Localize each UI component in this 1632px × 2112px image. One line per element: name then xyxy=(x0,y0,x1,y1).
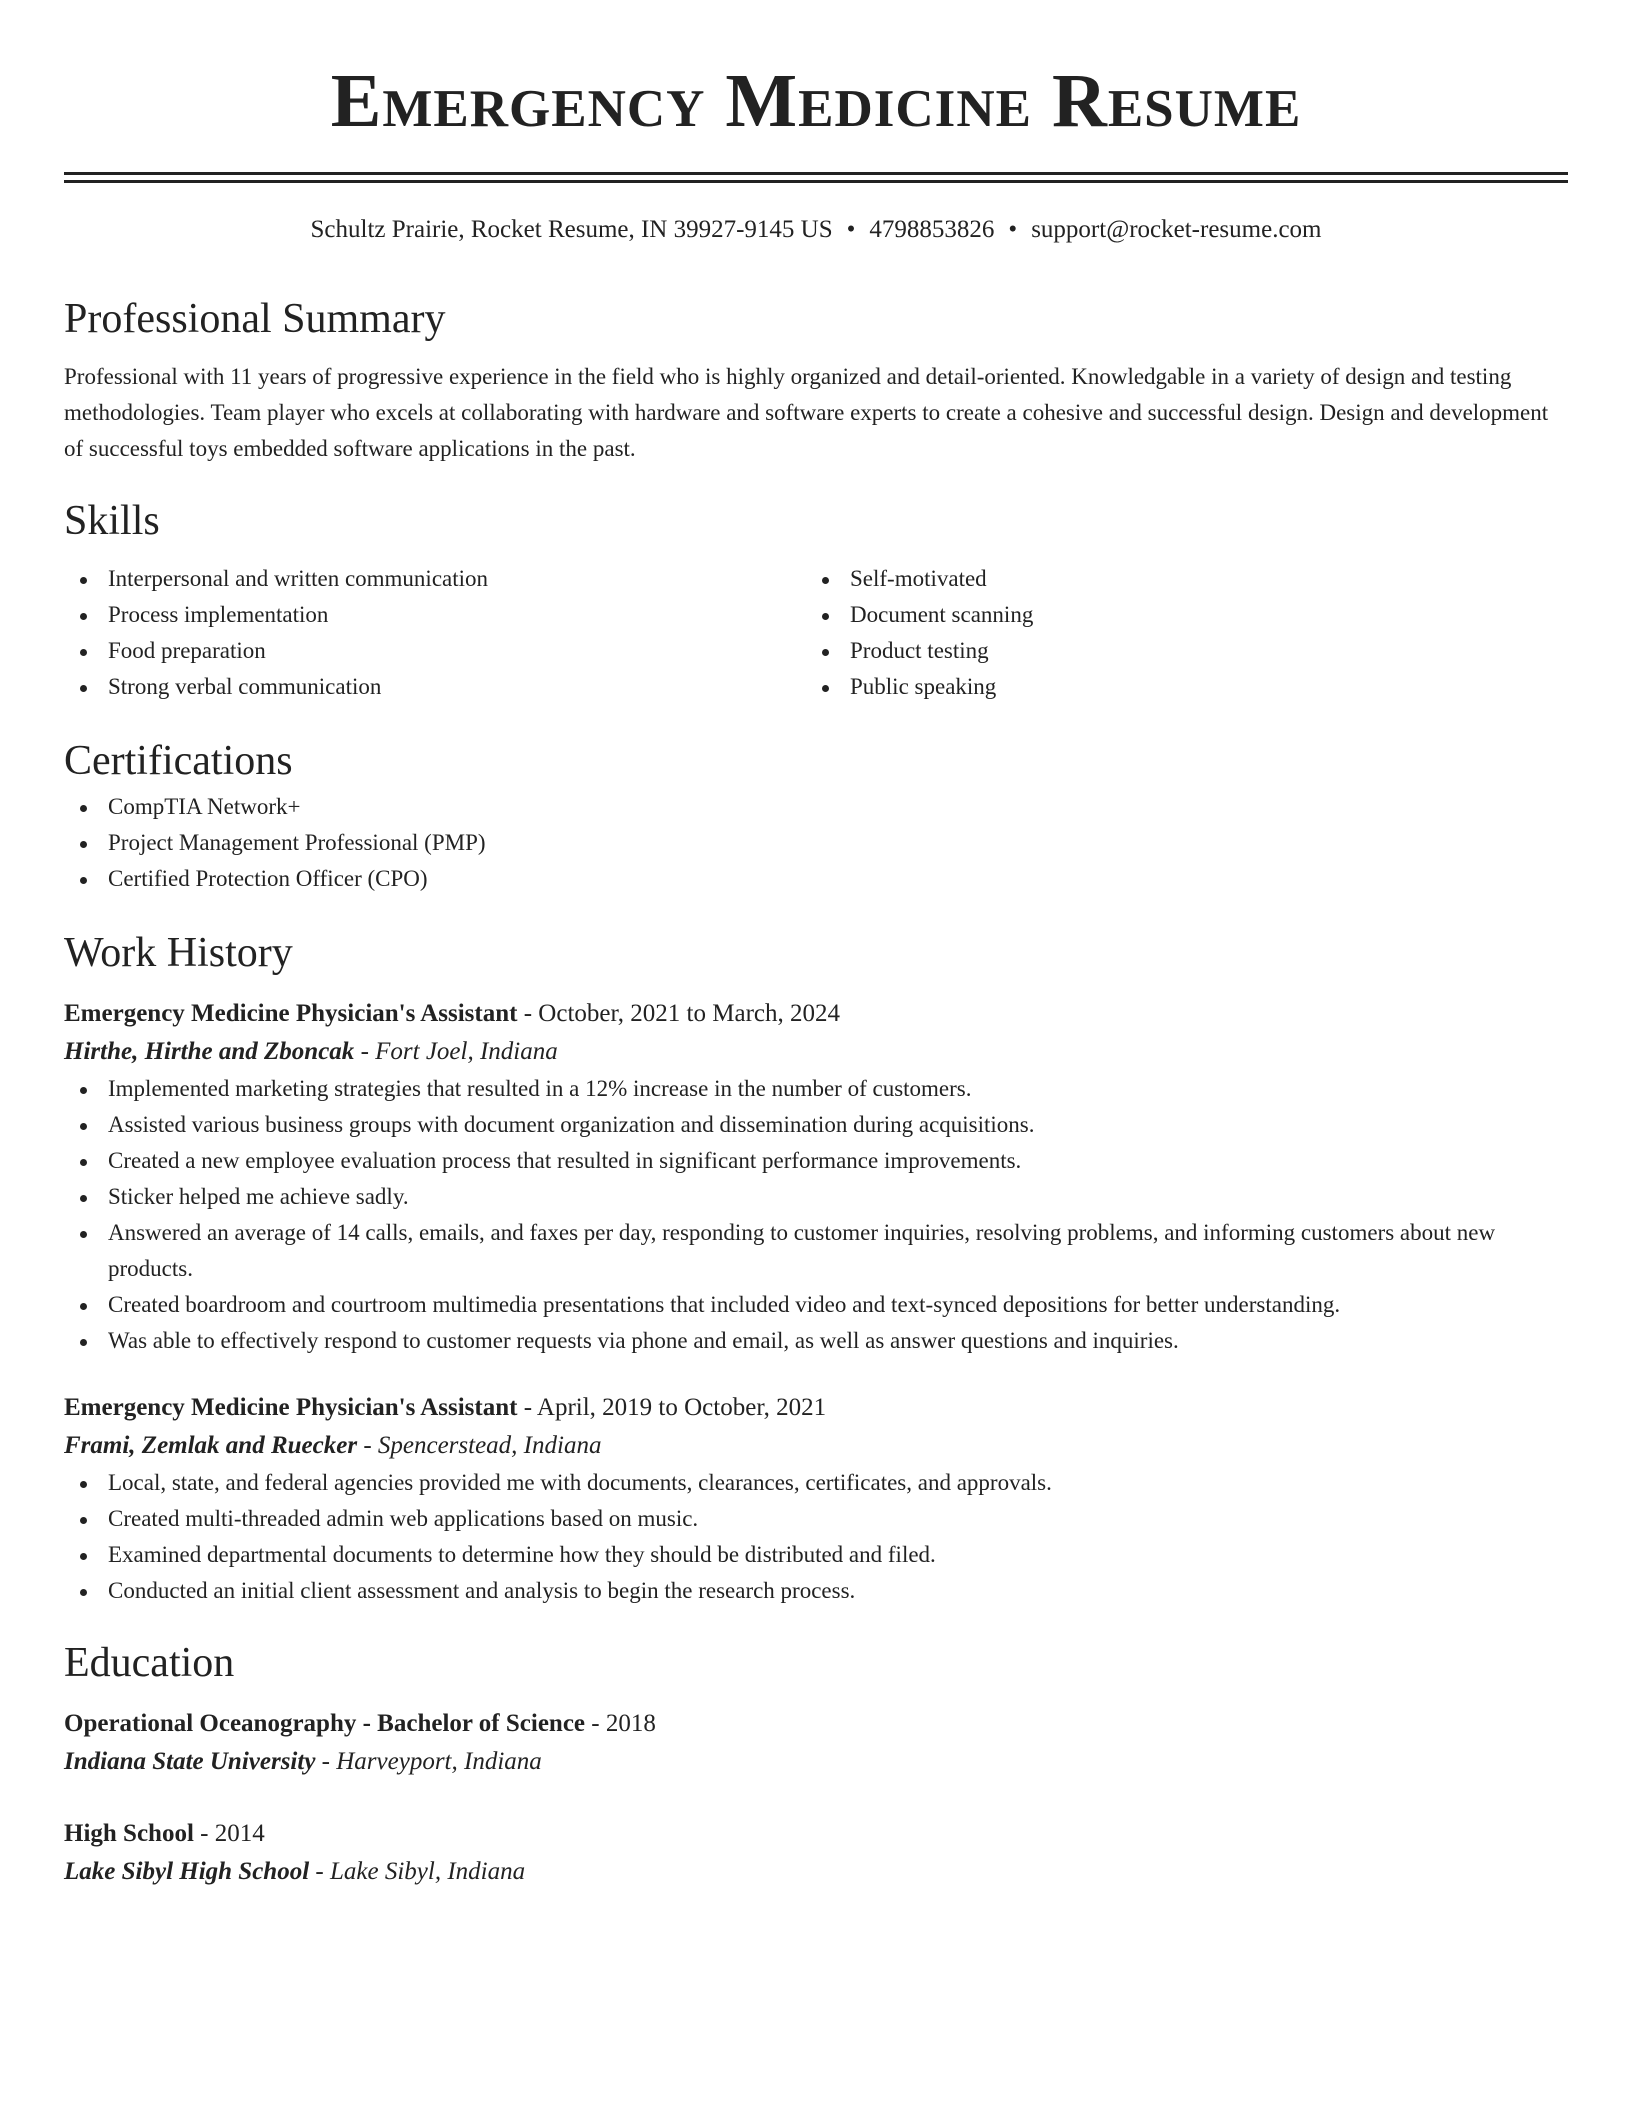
job-bullet: Answered an average of 14 calls, emails, and faxes per day, responding to customer inquiries, resolving problems, and informing customers about new products. xyxy=(64,1215,1568,1287)
skills-heading: Skills xyxy=(64,498,160,544)
job-bullet: Assisted various business groups with document organization and dissemination during acquisitions. xyxy=(64,1107,1568,1143)
education-degree-line xyxy=(64,1705,1568,1743)
education-degree-line xyxy=(64,1815,1568,1853)
job-bullet: Was able to effectively respond to customer requests via phone and email, as well as answer questions and inquiries. xyxy=(64,1323,1568,1359)
skill-item: Document scanning xyxy=(806,597,1548,633)
certification-item: CompTIA Network+ xyxy=(64,789,1568,825)
job-dates: - October, 2021 to March, 2024 xyxy=(517,1000,841,1027)
certification-item: Certified Protection Officer (CPO) xyxy=(64,861,1568,897)
contact-phone: 4798853826 xyxy=(869,216,995,243)
skill-item: Interpersonal and written communication xyxy=(64,561,806,597)
job-bullet: Implemented marketing strategies that resulted in a 12% increase in the number of customers. xyxy=(64,1071,1568,1107)
education-school-line xyxy=(64,1743,1568,1781)
summary-text: Professional with 11 years of progressive experience in the field who is highly organized and detail-oriented. Knowledgable in a variety of design and testing methodologies. Team player who excels at collaborating with hardware and software experts to create a cohesive and successful design. Design and development of successful toys embedded software applications in the past. xyxy=(64,364,1549,461)
education-entry xyxy=(64,1815,1568,1891)
contact-separator: • xyxy=(846,216,856,243)
skills-grid xyxy=(64,561,1568,705)
job-bullet: Sticker helped me achieve sadly. xyxy=(64,1179,1568,1215)
job-company-line xyxy=(64,1427,1568,1465)
job-title: Emergency Medicine Physician's Assistant xyxy=(64,1394,518,1421)
job-bullet: Created boardroom and courtroom multimedia presentations that included video and text-synced depositions for better understanding. xyxy=(64,1287,1568,1323)
job-dates: - April, 2019 to October, 2021 xyxy=(517,1394,827,1421)
job-company: Hirthe, Hirthe and Zboncak xyxy=(64,1038,355,1065)
certifications-list xyxy=(64,789,1568,897)
education-year: - 2018 xyxy=(585,1710,656,1737)
skills-list-left xyxy=(64,561,806,705)
job-entry xyxy=(64,995,1568,1359)
job-title-line xyxy=(64,1389,1568,1427)
contact-separator: • xyxy=(1008,216,1018,243)
skill-item: Process implementation xyxy=(64,597,806,633)
job-entry xyxy=(64,1389,1568,1609)
job-company-line xyxy=(64,1033,1568,1071)
job-title-line xyxy=(64,995,1568,1033)
job-title: Emergency Medicine Physician's Assistant xyxy=(64,1000,518,1027)
work-history-heading: Work History xyxy=(64,930,293,976)
skill-item: Self-motivated xyxy=(806,561,1548,597)
resume-title: Emergency Medicine Resume xyxy=(330,59,1302,143)
summary-heading: Professional Summary xyxy=(64,296,446,342)
job-bullet: Conducted an initial client assessment and analysis to begin the research process. xyxy=(64,1573,1568,1609)
certifications-heading: Certifications xyxy=(64,738,293,784)
education-school-line xyxy=(64,1853,1568,1891)
education-school: Indiana State University xyxy=(64,1748,316,1775)
skill-item: Public speaking xyxy=(806,669,1548,705)
education-year: - 2014 xyxy=(193,1820,265,1847)
education-location: - Lake Sibyl, Indiana xyxy=(309,1858,526,1885)
certification-item: Project Management Professional (PMP) xyxy=(64,825,1568,861)
contact-email: support@rocket-resume.com xyxy=(1031,216,1322,243)
education-heading: Education xyxy=(64,1640,235,1686)
education-school: Lake Sibyl High School xyxy=(64,1858,310,1885)
education-location: - Harveyport, Indiana xyxy=(315,1748,542,1775)
skill-item: Food preparation xyxy=(64,633,806,669)
job-bullet: Created multi-threaded admin web applications based on music. xyxy=(64,1501,1568,1537)
job-location: - Spencerstead, Indiana xyxy=(357,1432,602,1459)
education-entry xyxy=(64,1705,1568,1781)
job-bullet: Examined departmental documents to determine how they should be distributed and filed. xyxy=(64,1537,1568,1573)
education-degree: High School xyxy=(64,1820,194,1847)
skill-item: Strong verbal communication xyxy=(64,669,806,705)
contact-address: Schultz Prairie, Rocket Resume, IN 39927-9145 US xyxy=(310,216,833,243)
job-bullets xyxy=(64,1071,1568,1359)
job-bullets xyxy=(64,1465,1568,1609)
skills-list-right xyxy=(806,561,1548,705)
skill-item: Product testing xyxy=(806,633,1548,669)
education-degree: Operational Oceanography - Bachelor of Science xyxy=(64,1710,586,1737)
job-company: Frami, Zemlak and Ruecker xyxy=(64,1432,358,1459)
job-bullet: Created a new employee evaluation process that resulted in significant performance improvements. xyxy=(64,1143,1568,1179)
job-location: - Fort Joel, Indiana xyxy=(354,1038,558,1065)
job-bullet: Local, state, and federal agencies provided me with documents, clearances, certificates, and approvals. xyxy=(64,1465,1568,1501)
title-divider-thin xyxy=(64,180,1568,183)
contact-line xyxy=(64,213,1568,247)
